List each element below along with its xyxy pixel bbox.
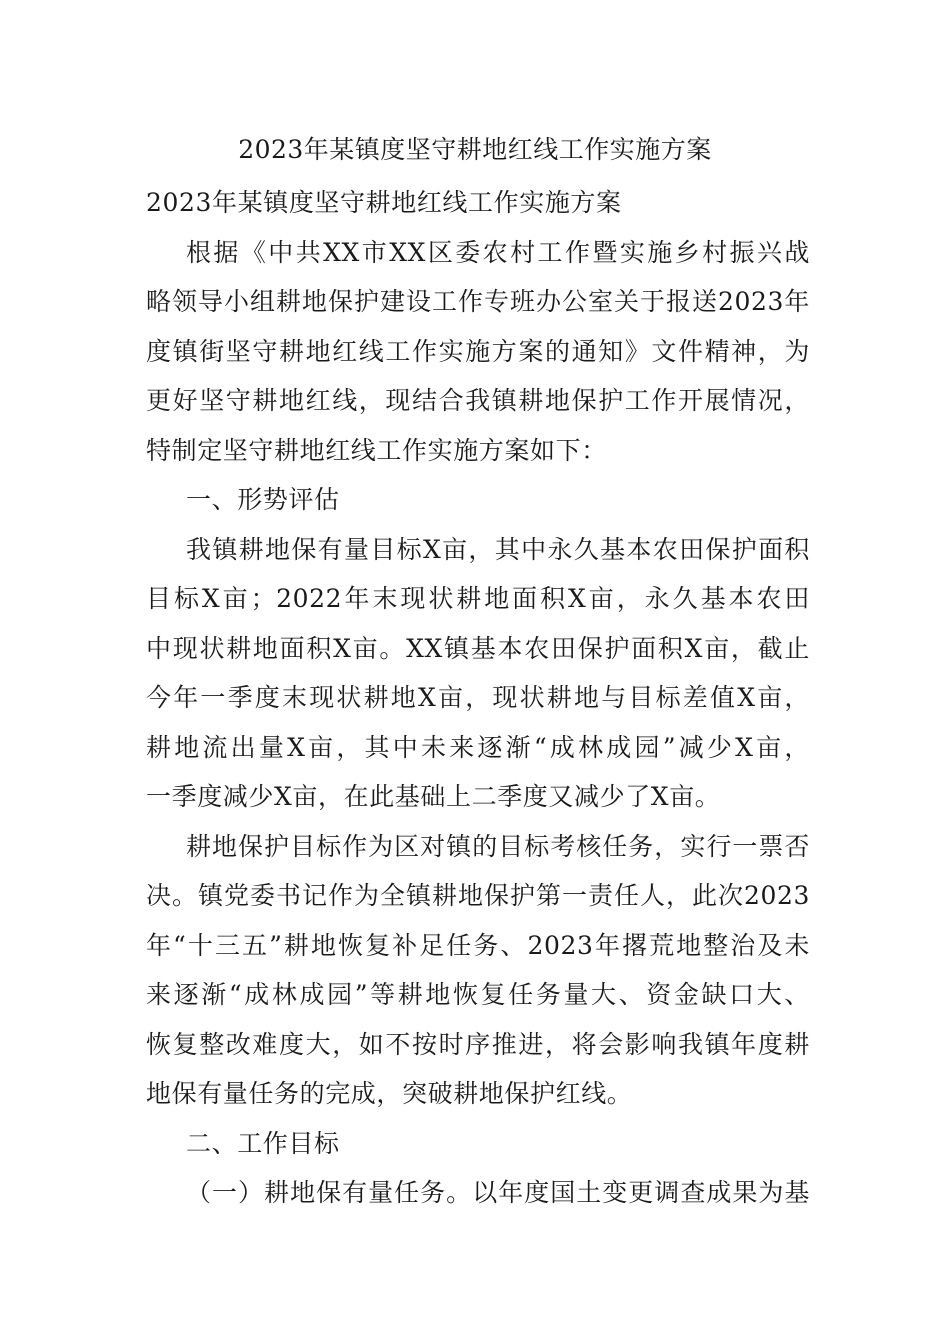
document-title: 2023年某镇度坚守耕地红线工作实施方案 [238, 135, 712, 164]
paragraph-line: 耕地保护目标作为区对镇的目标考核任务，实行一票否 [186, 831, 810, 861]
document-subtitle: 2023年某镇度坚守耕地红线工作实施方案 [146, 188, 622, 217]
intro-paragraph [146, 228, 810, 476]
responsibility-paragraph [146, 822, 810, 1119]
paragraph-line: 目标X亩；2022年末现状耕地面积X亩，永久基本农田 [146, 584, 810, 613]
paragraph-line: 我镇耕地保有量目标X亩，其中永久基本农田保护面积 [186, 534, 810, 564]
paragraph-line: 恢复整改难度大，如不按时序推进，将会影响我镇年度耕 [146, 1029, 810, 1059]
paragraph-line: 特制定坚守耕地红线工作实施方案如下： [146, 435, 607, 465]
paragraph-line: 地保有量任务的完成，突破耕地保护红线。 [146, 1079, 633, 1108]
section-heading-1: 一、形势评估 [186, 485, 340, 514]
paragraph-line: （一）耕地保有量任务。以年度国土变更调查成果为基 [186, 1178, 810, 1207]
paragraph-line: 来逐渐“成林成园”等耕地恢复任务量大、资金缺口大、 [146, 980, 810, 1009]
paragraph-line: 略领导小组耕地保护建设工作专班办公室关于报送2023年 [146, 287, 810, 316]
paragraph-line: 今年一季度末现状耕地X亩，现状耕地与目标差值X亩， [146, 683, 810, 712]
paragraph-line: 度镇街坚守耕地红线工作实施方案的通知》文件精神，为 [146, 336, 810, 366]
paragraph-line: 一季度减少X亩，在此基础上二季度又减少了X亩。 [146, 782, 721, 811]
document-body [146, 178, 810, 1218]
paragraph-line: 年“十三五”耕地恢复补足任务、2023年撂荒地整治及未 [146, 930, 810, 960]
paragraph-line: 决。镇党委书记作为全镇耕地保护第一责任人，此次2023 [146, 881, 810, 910]
paragraph-line: 中现状耕地面积X亩。XX镇基本农田保护面积X亩，截止 [146, 633, 810, 663]
paragraph-line: 根据《中共XX市XX区委农村工作暨实施乡村振兴战 [186, 237, 810, 267]
paragraph-line: 耕地流出量X亩，其中未来逐渐“成林成园”减少X亩， [146, 732, 810, 762]
assessment-paragraph [146, 525, 810, 822]
paragraph-line: 更好坚守耕地红线，现结合我镇耕地保护工作开展情况， [146, 386, 810, 415]
section-heading-2: 二、工作目标 [186, 1128, 340, 1158]
